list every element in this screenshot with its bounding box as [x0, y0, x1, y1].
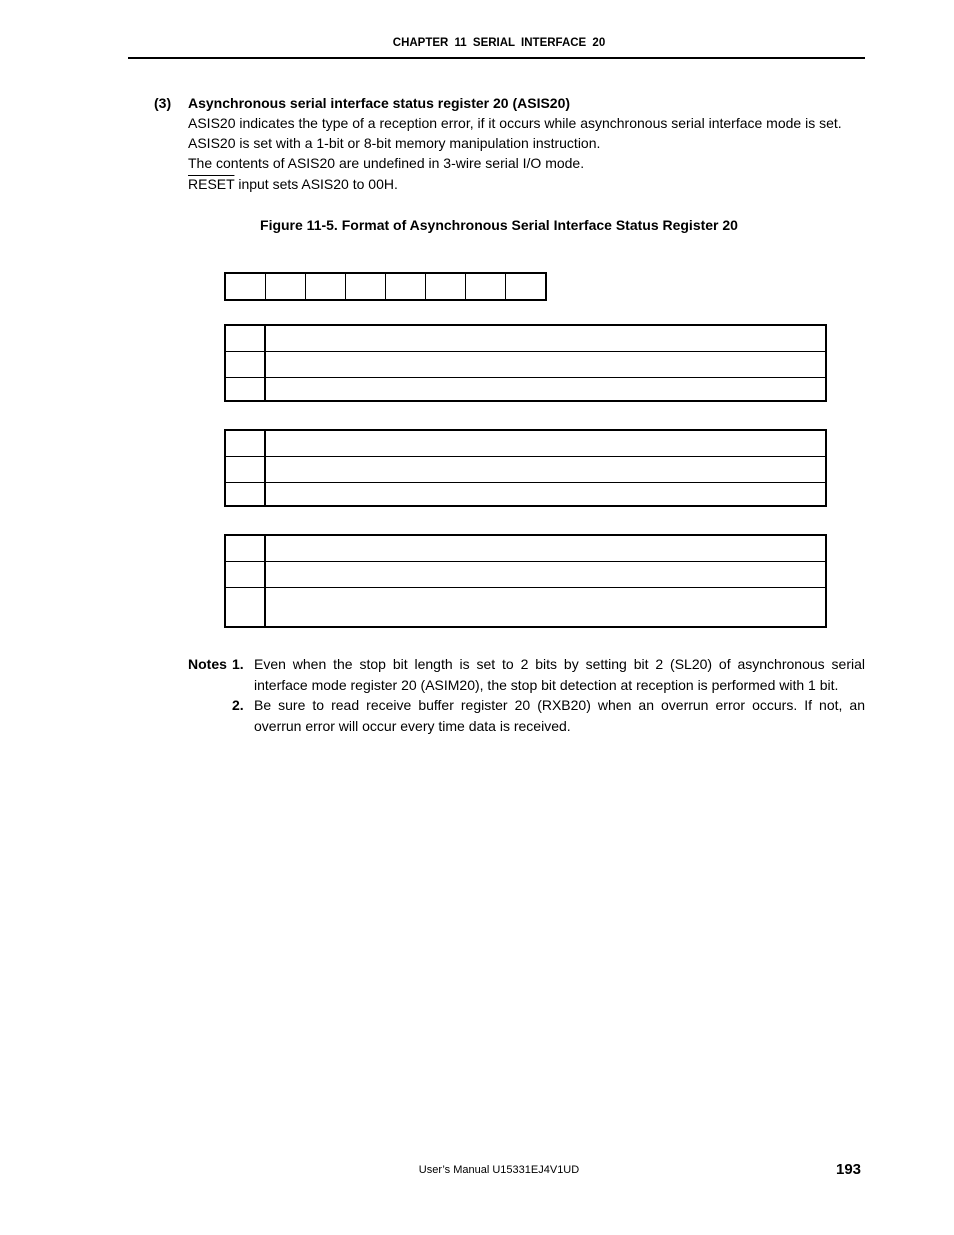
note-1-line-2: interface mode register 20 (ASIM20), the stop bit detection at reception is performed with 1 bit. — [254, 677, 839, 693]
note-2-line-1: Be sure to read receive buffer register 20 (RXB20) when an overrun error occurs. If not, an — [254, 697, 865, 713]
section-line-1: ASIS20 indicates the type of a reception error, if it occurs while asynchronous serial interface mode is set. — [188, 115, 842, 131]
section-line-2: ASIS20 is set with a 1-bit or 8-bit memory manipulation instruction. — [188, 135, 601, 151]
table-cell — [265, 561, 826, 587]
note-2-line-2: overrun error will occur every time data is received. — [254, 718, 571, 734]
section-line-3: The contents of ASIS20 are undefined in 3-wire serial I/O mode. — [188, 155, 585, 171]
bit-cell — [426, 273, 466, 300]
header-rule — [128, 57, 865, 59]
table-cell — [265, 456, 826, 482]
table-cell — [265, 325, 826, 351]
bit-cell — [306, 273, 346, 300]
notes-label: Notes — [188, 656, 227, 672]
section-number: (3) — [154, 95, 172, 111]
table-cell — [225, 456, 265, 482]
bit-cell — [466, 273, 506, 300]
table-cell — [265, 430, 826, 456]
table-cell — [225, 482, 265, 506]
table-cell — [225, 351, 265, 377]
note-number: 2. — [232, 697, 244, 713]
bit-cell — [225, 273, 266, 300]
bit-cell — [346, 273, 386, 300]
parity-error-table — [224, 324, 827, 402]
note-number: 1. — [232, 656, 244, 672]
reset-signal: RESET — [188, 176, 235, 192]
bit-cell — [506, 273, 547, 300]
table-cell — [265, 377, 826, 401]
table-cell — [265, 351, 826, 377]
figure-title: Figure 11-5. Format of Asynchronous Serial Interface Status Register 20 — [260, 217, 738, 233]
chapter-header: CHAPTER 11 SERIAL INTERFACE 20 — [392, 37, 606, 49]
bit-cell — [266, 273, 306, 300]
bit-cell — [386, 273, 426, 300]
reset-text: input sets ASIS20 to 00H. — [234, 176, 398, 192]
table-cell — [265, 535, 826, 561]
table-cell — [265, 482, 826, 506]
table-cell — [225, 377, 265, 401]
footer-manual-id: User’s Manual U15331EJ4V1UD — [418, 1164, 580, 1176]
table-cell — [225, 325, 265, 351]
section-title: Asynchronous serial interface status register 20 (ASIS20) — [188, 95, 571, 111]
table-cell — [225, 561, 265, 587]
note-1-line-1: Even when the stop bit length is set to 2 bits by setting bit 2 (SL20) of asynchronous serial — [254, 656, 865, 672]
table-cell — [265, 587, 826, 627]
register-bit-table — [224, 272, 547, 301]
page-number: 193 — [836, 1161, 862, 1178]
table-cell — [225, 535, 265, 561]
table-cell — [225, 587, 265, 627]
reset-line — [188, 174, 398, 194]
overrun-error-table — [224, 534, 827, 628]
framing-error-table — [224, 429, 827, 507]
table-cell — [225, 430, 265, 456]
